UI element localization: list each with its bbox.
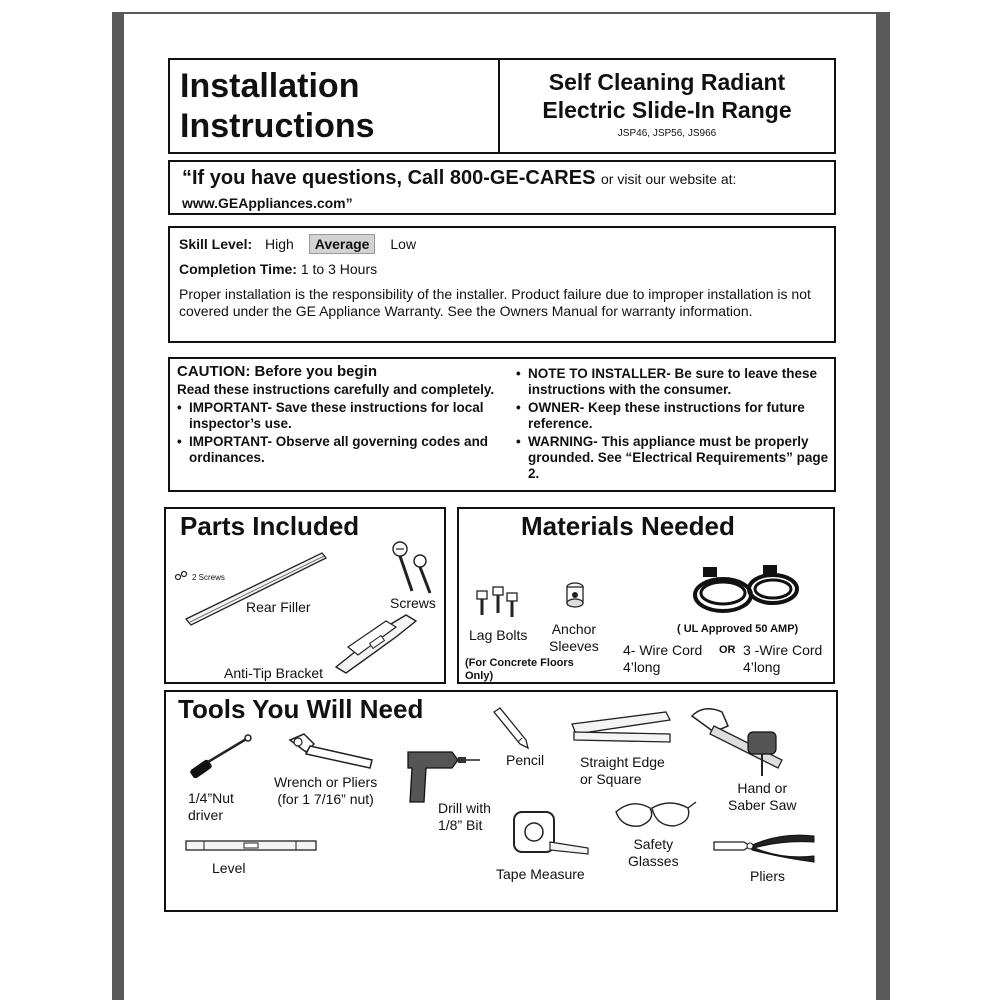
skill-level-high: High [265,236,294,252]
three-wire-cord-line-1: 3 -Wire Cord [743,642,823,658]
anchor-sleeves-label [549,621,599,655]
caution-intro: Read these instructions carefully and completely. [177,382,495,397]
nut-driver-line-2: driver [188,807,224,823]
contact-box [168,160,836,215]
product-title [500,68,834,124]
safety-glasses-line-2: Glasses [628,853,679,869]
materials-needed-title: Materials Needed [521,511,735,541]
contact-line [182,167,736,190]
four-wire-cord-line-1: 4- Wire Cord [623,642,703,658]
title-line-1: Installation [180,67,360,105]
screws-label: Screws [390,595,436,611]
ul-approved-label: ( UL Approved 50 AMP) [677,623,799,635]
completion-time-row [179,261,377,277]
saw-line-1: Hand or [737,780,788,796]
concrete-floors-note [465,657,574,683]
safety-glasses-label [628,836,679,870]
four-wire-cord-label [623,642,702,676]
parts-included-title: Parts Included [180,511,360,541]
parts-included-box [164,507,446,684]
title-line-2: Instructions [180,107,375,145]
level-label: Level [212,860,246,876]
three-wire-cord-line-2: 4’long [743,659,781,675]
pencil-icon [492,708,532,750]
drill-line-2: 1/8” Bit [438,817,483,833]
caution-bullet: • WARNING- This appliance must be properly grounded. See “Electrical Requirements” page 2. [516,434,834,482]
completion-time-label: Completion Time: [179,261,297,277]
tools-title: Tools You Will Need [178,694,424,724]
caution-bullet: • OWNER- Keep these instructions for future reference. [516,400,834,432]
anchor-sleeves-icon [559,579,593,615]
screws-count-label: 2 Screws [192,573,225,582]
pliers-icon [710,828,820,864]
wrench-line-2: (for 1 7/16” nut) [277,791,374,807]
saw-line-2: Saber Saw [728,797,797,813]
tape-measure-label: Tape Measure [496,866,585,882]
drill-icon [404,746,482,806]
visit-text: or visit our website at: [601,171,737,187]
materials-needed-box [457,507,835,684]
caution-box [168,357,836,492]
three-wire-cord-label [743,642,822,676]
drill-label [438,800,491,834]
saw-icon [688,702,788,780]
title-box [168,58,500,154]
anchor-sleeves-line-1: Anchor [551,621,597,637]
drill-line-1: Drill with [438,800,491,816]
straight-edge-label [580,754,665,788]
product-box [498,58,836,154]
saw-label [728,780,796,814]
skill-level-low: Low [390,236,417,252]
straight-edge-line-2: or Square [580,771,642,787]
nut-driver-icon [188,734,258,784]
nut-driver-label [188,790,234,824]
pliers-label: Pliers [750,868,786,884]
level-icon [184,838,320,854]
tape-measure-icon [510,808,594,860]
wrench-icon [284,730,378,770]
caution-bullet: • NOTE TO INSTALLER- Be sure to leave these instructions with the consumer. [516,366,834,398]
concrete-floors-line-2: Only) [465,670,494,682]
caution-bullet: • IMPORTANT- Observe all governing codes and ordinances. [177,434,507,466]
rear-filler-icon [182,549,332,629]
phone-text: “If you have questions, Call 800-GE-CARES [182,167,596,189]
safety-glasses-icon [612,796,698,836]
caution-bullet: • IMPORTANT- Save these instructions for local inspector’s use. [177,400,507,432]
or-label: OR [719,644,736,656]
skill-level-label: Skill Level: [179,236,253,252]
safety-glasses-line-1: Safety [633,836,674,852]
rear-filler-label: Rear Filler [246,599,311,615]
straight-edge-line-1: Straight Edge [580,754,665,770]
completion-time-value: 1 to 3 Hours [300,261,378,277]
four-wire-cord-line-2: 4’long [623,659,661,675]
straight-edge-icon [570,710,674,750]
anchor-sleeves-line-2: Sleeves [549,638,599,654]
website-text: www.GEAppliances.com” [182,195,353,211]
concrete-floors-line-1: (For Concrete Floors [465,657,574,669]
caution-right-column [516,364,834,482]
lag-bolts-icon [473,585,521,619]
power-cord-icon [689,559,805,621]
skill-level-average: Average [309,234,376,254]
model-numbers: JSP46, JSP56, JS966 [617,128,717,139]
document-title [180,66,375,146]
wrench-line-1: Wrench or Pliers [274,774,378,790]
anti-tip-bracket-label: Anti-Tip Bracket [224,665,324,681]
product-line-2: Electric Slide-In Range [542,97,792,123]
lag-bolts-label: Lag Bolts [469,627,528,643]
screws-icon [390,539,434,595]
skill-box [168,226,836,343]
caution-left-column [177,364,507,466]
wrench-label [274,774,377,808]
pencil-label: Pencil [506,752,545,768]
skill-level-row [179,234,427,254]
nut-driver-line-1: 1/4”Nut [188,790,234,806]
product-line-1: Self Cleaning Radiant [548,69,786,95]
responsibility-text: Proper installation is the responsibility of the installer. Product failure due to improper installation is not covered under the GE Appliance Warranty. See the Owners Manual for warranty information. [179,286,811,319]
anti-tip-bracket-icon [326,607,418,677]
tools-box [164,690,838,912]
caution-heading: CAUTION: Before you begin [177,363,378,380]
